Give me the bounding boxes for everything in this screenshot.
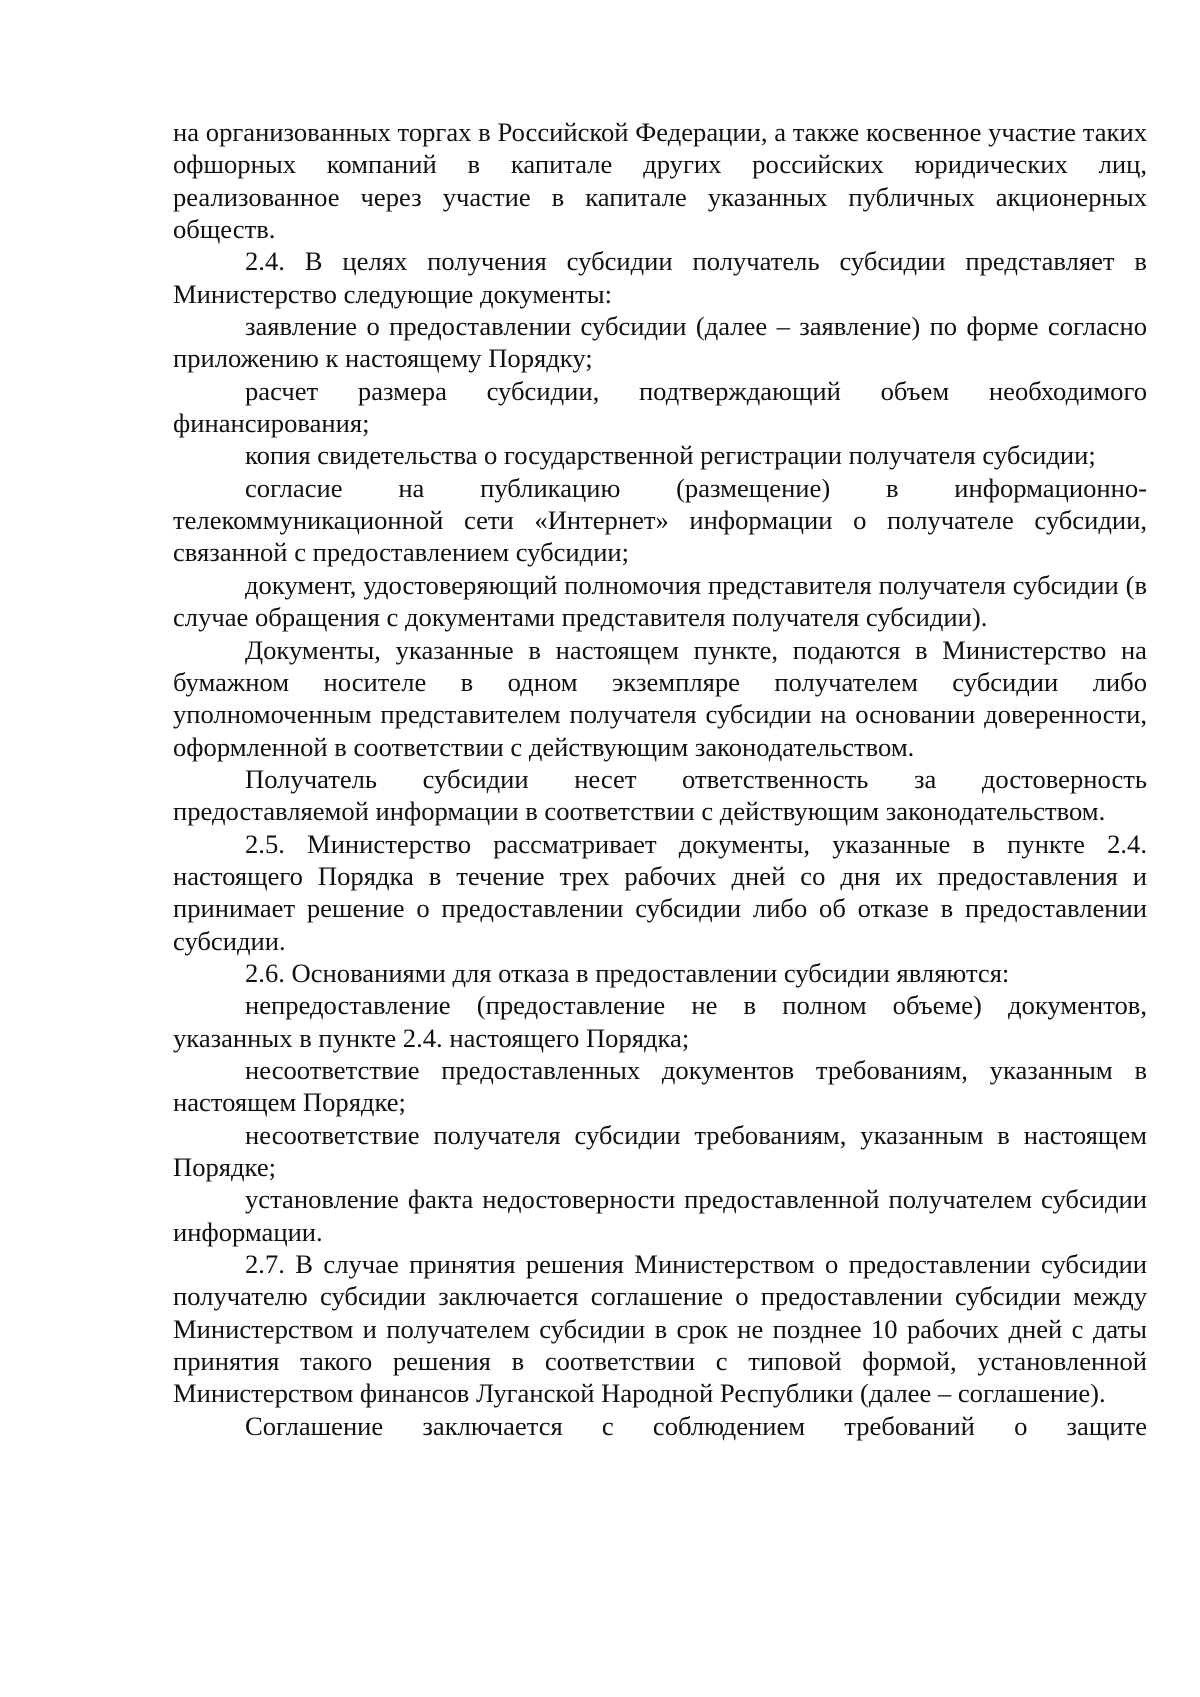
list-item-refusal-documents: непредоставление (предоставление не в полном объеме) документов, указанных в пункте 2.4. настоящего Порядка; [173, 990, 1147, 1053]
paragraph-submission-procedure: Документы, указанные в настоящем пункте, подаются в Министерство на бумажном носителе в одном экземпляре получателем субсидии либо уполномоченным представителем получателя субсидии на основании доверенности, оформленной в соответствии с действующим законодательством. [173, 634, 1147, 762]
paragraph-responsibility: Получатель субсидии несет ответственность за достоверность предоставляемой информации в соответствии с действующим законодательством. [173, 763, 1147, 827]
list-item-calculation: расчет размера субсидии, подтверждающий объем необходимого финансирования; [173, 375, 1147, 439]
paragraph-2-5: 2.5. Министерство рассматривает документы, указанные в пункте 2.4. настоящего Порядка в течение трех рабочих дней со дня их предоставления и принимает решение о предоставлении субсидии либо об отказе в предоставлении субсидии. [173, 828, 1147, 956]
list-item-registration-copy: копия свидетельства о государственной регистрации получателя субсидии; [245, 440, 1096, 471]
list-item-publication-consent: согласие на публикацию (размещение) в информационно-телекоммуникационной сети «Интернет» информации о получателе субсидии, связанной с предоставлением субсидии; [173, 472, 1147, 568]
paragraph-2-4-intro: 2.4. В целях получения субсидии получатель субсидии представляет в Министерство следующие документы: [173, 246, 1147, 309]
list-item-refusal-false-info: установление факта недостоверности предоставленной получателем субсидии информации. [173, 1184, 1147, 1247]
paragraph-2-7: 2.7. В случае принятия решения Министерством о предоставлении субсидии получателю субсидии заключается соглашение о предоставлении субсидии между Министерством и получателем субсидии в срок не позднее 10 рабочих дней с даты принятия такого решения в соответствии с типовой формой, установленной Министерством финансов Луганской Народной Республики (далее – соглашение). [173, 1249, 1147, 1409]
list-item-application: заявление о предоставлении субсидии (далее – заявление) по форме согласно приложению к настоящему Порядку; [173, 311, 1147, 374]
list-item-refusal-document-mismatch: несоответствие предоставленных документов требованиям, указанным в настоящем Порядке; [173, 1054, 1147, 1118]
paragraph-offshore-participation: на организованных торгах в Российской Федерации, а также косвенное участие таких офшорных компаний в капитале других российских юридических лиц, реализованное через участие в капитале указанных публичных акционерных обществ. [173, 117, 1147, 245]
paragraph-2-6-intro: 2.6. Основаниями для отказа в предоставлении субсидии являются: [245, 957, 1010, 988]
list-item-refusal-recipient-mismatch: несоответствие получателя субсидии требованиям, указанным в настоящем Порядке; [173, 1119, 1147, 1182]
document-body [173, 116, 1147, 1442]
paragraph-agreement-continued: Соглашение заключается с соблюдением требований о защите [245, 1410, 1147, 1441]
list-item-representative-document: документ, удостоверяющий полномочия представителя получателя субсидии (в случае обращения с документами представителя получателя субсидии). [173, 569, 1147, 633]
